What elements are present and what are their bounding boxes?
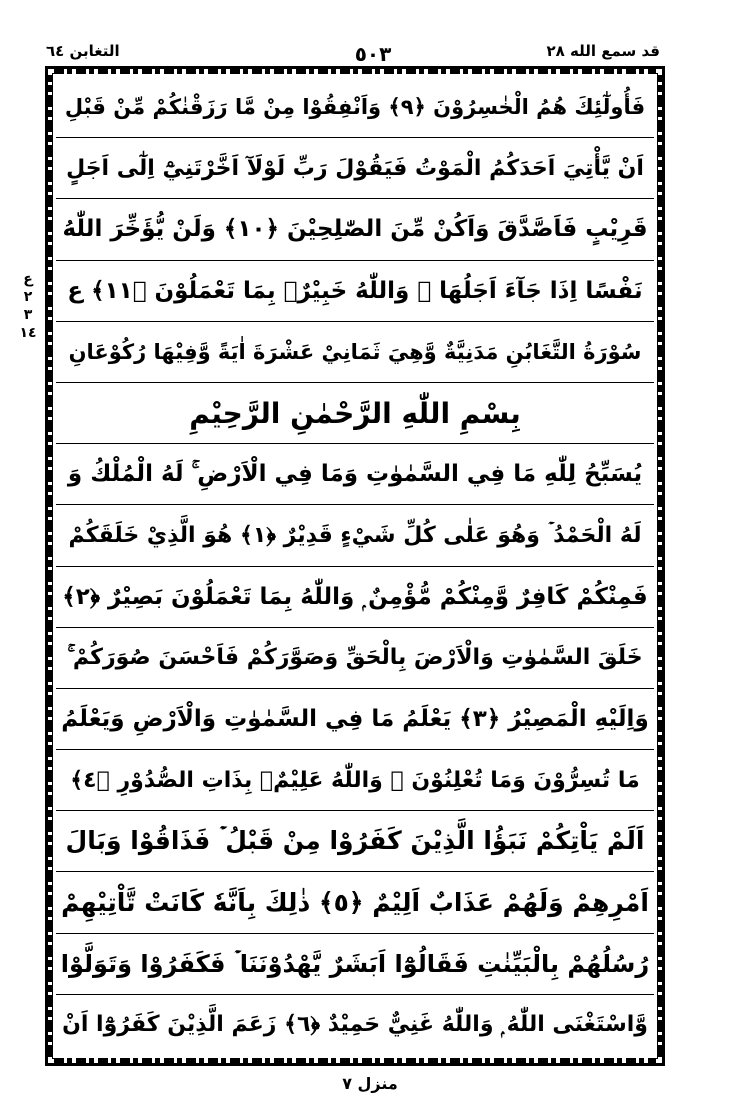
bismillah-line: بِسْمِ اللّٰهِ الرَّحْمٰنِ الرَّحِيْمِ: [56, 383, 654, 444]
ruku-margin-marker: ع ٢ ٣ ١٤: [19, 271, 37, 341]
text-line: يُسَبِّحُ لِلّٰهِ مَا فِي السَّمٰوٰتِ وَمَا فِي الْاَرْضِ ۚ لَهُ الْمُلْكُ وَ: [56, 444, 654, 505]
text-line: نَفْسًا اِذَا جَآءَ اَجَلُهَا ۭ وَاللّٰهُ خَبِيْرٌۢ بِمَا تَعْمَلُوْنَ ﴿١١﴾ ع: [56, 261, 654, 322]
page-number: ٥٠٣: [354, 42, 392, 66]
text-line: خَلَقَ السَّمٰوٰتِ وَالْاَرْضَ بِالْحَقِّ وَصَوَّرَكُمْ فَاَحْسَنَ صُوَرَكُمْ ۚ: [56, 628, 654, 689]
text-line: مَا تُسِرُّوْنَ وَمَا تُعْلِنُوْنَ ۭ وَاللّٰهُ عَلِيْمٌۢ بِذَاتِ الصُّدُوْرِ ﴿٤﴾: [56, 750, 654, 811]
text-line: اَنْ يَّأْتِيَ اَحَدَكُمُ الْمَوْتُ فَيَقُوْلَ رَبِّ لَوْلَآ اَخَّرْتَنِيْٓ اِلٰٓى اَجَلٍ: [56, 138, 654, 199]
decorative-border-bottom: [54, 1058, 656, 1063]
text-line: رُسُلُهُمْ بِالْبَيِّنٰتِ فَقَالُوْٓا اَبَشَرٌ يَّهْدُوْنَنَا ۡ فَكَفَرُوْا وَتَوَلَّوْا: [56, 934, 654, 995]
text-line: قَرِيْبٍ فَاَصَّدَّقَ وَاَكُنْ مِّنَ الصّٰلِحِيْنَ ﴿١٠﴾ وَلَنْ يُّؤَخِّرَ اللّٰهُ: [56, 199, 654, 260]
text-lines: [56, 77, 654, 1055]
text-line: فَمِنْكُمْ كَافِرٌ وَّمِنْكُمْ مُّؤْمِنٌ ۭ وَاللّٰهُ بِمَا تَعْمَلُوْنَ بَصِيْرٌ ﴿٢﴾: [56, 567, 654, 628]
juz-name-header: قد سمع الله ٢٨: [546, 42, 660, 60]
decorative-border-right: [658, 75, 662, 1057]
decorative-border-left: [48, 75, 52, 1057]
text-line: اَلَمْ يَاْتِكُمْ نَبَؤُا الَّذِيْنَ كَفَرُوْا مِنْ قَبْلُ ۡ فَذَاقُوْا وَبَالَ: [56, 811, 654, 872]
page-frame: [45, 66, 665, 1066]
decorative-border-top: [54, 69, 656, 74]
surah-info-line: سُوْرَةُ التَّغَابُنِ مَدَنِيَّةٌ وَّهِيَ ثَمَانِيْ عَشْرَةَ اٰيَةً وَّفِيْهَا رُكُوْعَانِ: [56, 322, 654, 383]
text-line: وَاِلَيْهِ الْمَصِيْرُ ﴿٣﴾ يَعْلَمُ مَا فِي السَّمٰوٰتِ وَالْاَرْضِ وَيَعْلَمُ: [56, 689, 654, 750]
text-line: وَّاسْتَغْنَى اللّٰهُ ۭ وَاللّٰهُ غَنِيٌّ حَمِيْدٌ ﴿٦﴾ زَعَمَ الَّذِيْنَ كَفَرُوْٓا اَنْ: [62, 1012, 648, 1038]
manzil-footer: منزل ٧: [342, 1074, 398, 1093]
text-line: لَهُ الْحَمْدُ ۡ وَهُوَ عَلٰى كُلِّ شَيْءٍ قَدِيْرٌ ﴿١﴾ هُوَ الَّذِيْ خَلَقَكُمْ: [56, 505, 654, 566]
text-line: اَمْرِهِمْ وَلَهُمْ عَذَابٌ اَلِيْمٌ ﴿٥﴾ ذٰلِكَ بِاَنَّهٗ كَانَتْ تَّاْتِيْهِمْ: [56, 872, 654, 933]
surah-name-header: التغابن ٦٤: [46, 42, 120, 60]
text-line: فَأُولٰٓئِكَ هُمُ الْخٰسِرُوْنَ ﴿٩﴾ وَاَنْفِقُوْا مِنْ مَّا رَزَقْنٰكُمْ مِّنْ قَبْلِ: [56, 77, 654, 138]
